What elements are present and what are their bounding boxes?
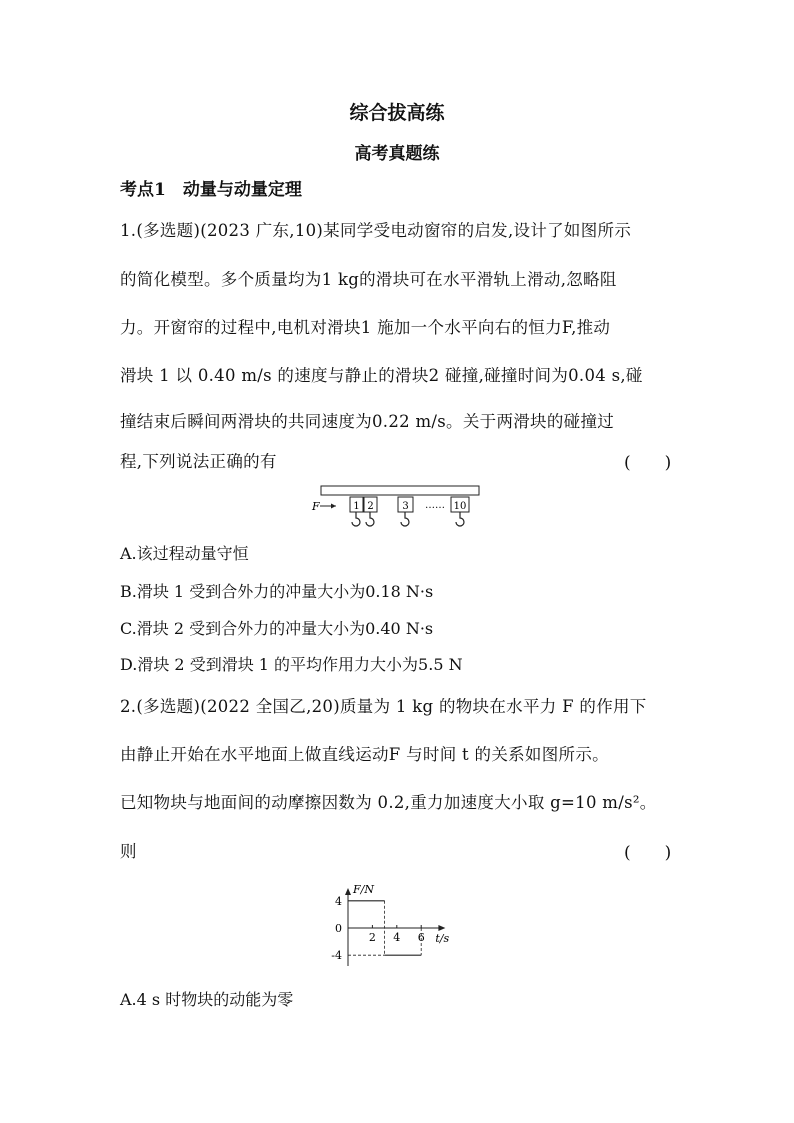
hook-2 — [366, 512, 374, 526]
q1-line-1: 1.(多选题)(2023 广东,10)某同学受电动窗帘的启发,设计了如图所示 — [120, 221, 632, 240]
curtain-slider-diagram — [305, 484, 490, 530]
q2-line-4: 则 — [120, 842, 137, 861]
y-axis-arrowhead — [345, 888, 351, 895]
block-label-1: 1 — [353, 501, 360, 512]
x-tick-label: 2 — [368, 931, 376, 944]
q2-line-2: 由静止开始在水平地面上做直线运动F 与时间 t 的关系如图所示。 — [120, 745, 609, 764]
y-tick-label: 4 — [335, 894, 342, 908]
q1-option-b: B.滑块 1 受到合外力的冲量大小为0.18 N·s — [120, 582, 434, 601]
q1-option-c: C.滑块 2 受到合外力的冲量大小为0.40 N·s — [120, 619, 434, 638]
hook-1 — [352, 512, 360, 526]
force-label: F — [312, 500, 320, 513]
q2-option-a: A.4 s 时物块的动能为零 — [120, 990, 294, 1009]
hook-10 — [456, 512, 464, 526]
x-axis-label: t/s — [435, 932, 450, 945]
section-heading: 考点1 动量与动量定理 — [120, 180, 302, 200]
q1-answer-paren: ( ) — [624, 453, 672, 473]
q1-line-5: 撞结束后瞬间两滑块的共同速度为0.22 m/s。关于两滑块的碰撞过 — [120, 412, 615, 431]
block-label-10: 10 — [453, 501, 467, 512]
y-tick-label: 0 — [335, 922, 342, 935]
q1-line-2: 的简化模型。多个质量均为1 kg的滑块可在水平滑轨上滑动,忽略阻 — [120, 270, 617, 289]
q1-line-4: 滑块 1 以 0.40 m/s 的速度与静止的滑块2 碰撞,碰撞时间为0.04 s,碰 — [120, 366, 643, 385]
hook-3 — [401, 512, 409, 526]
block-label-2: 2 — [367, 501, 374, 512]
x-axis-arrowhead — [438, 925, 445, 931]
q1-line-6: 程,下列说法正确的有 — [120, 452, 277, 471]
q2-answer-paren: ( ) — [624, 843, 672, 863]
block-label-3: 3 — [402, 501, 409, 512]
x-tick-label: 6 — [417, 931, 425, 944]
q1-option-a: A.该过程动量守恒 — [120, 544, 249, 563]
y-axis-label: F/N — [353, 883, 374, 896]
force-arrowhead — [331, 504, 336, 509]
q1-option-d: D.滑块 2 受到滑块 1 的平均作用力大小为5.5 N — [120, 655, 463, 674]
block-dots: …… — [425, 500, 445, 511]
q2-line-1: 2.(多选题)(2022 全国乙,20)质量为 1 kg 的物块在水平力 F 的作用下 — [120, 697, 647, 716]
force-time-graph — [320, 866, 480, 972]
q1-line-3: 力。开窗帘的过程中,电机对滑块1 施加一个水平向右的恒力F,推动 — [120, 318, 611, 337]
y-tick-label: -4 — [331, 949, 342, 963]
q2-line-3: 已知物块与地面间的动摩擦因数为 0.2,重力加速度大小取 g=10 m/s²。 — [120, 793, 657, 812]
page-subtitle: 高考真题练 — [354, 144, 440, 164]
x-tick-label: 4 — [393, 931, 401, 944]
page-title: 综合拔高练 — [349, 102, 445, 124]
